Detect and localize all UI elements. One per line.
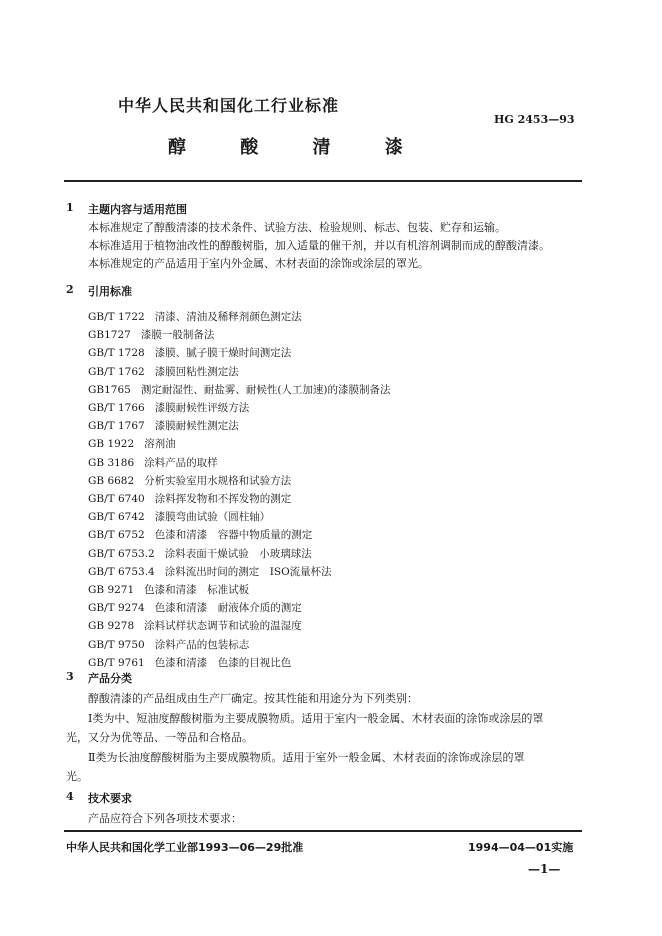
reference-item (88, 487, 291, 506)
reference-item (88, 633, 249, 652)
reference-code: GB 6682 (88, 475, 135, 487)
reference-code: GB/T 1728 (88, 347, 145, 359)
reference-code: GB1727 (88, 329, 131, 341)
reference-code: GB/T 9750 (88, 639, 145, 651)
paragraph: 醇酸清漆的产品组成由生产厂确定。按其性能和用途分为下列类别： (88, 692, 418, 705)
reference-item (88, 432, 176, 451)
reference-item (88, 414, 239, 433)
reference-item (88, 378, 391, 397)
paragraph: 本标准适用于植物油改性的醇酸树脂，加入适量的催干剂，并以有机溶剂调制而成的醇酸清漆。 (88, 239, 550, 252)
reference-item (88, 323, 214, 342)
reference-title: 漆膜、腻子膜干燥时间测定法 (154, 347, 292, 359)
reference-title: 色漆和清漆 容器中物质量的测定 (154, 529, 313, 541)
reference-item (88, 560, 332, 579)
reference-code: GB/T 1762 (88, 366, 145, 378)
reference-code: GB 3186 (88, 457, 135, 469)
paragraph: 光。 (66, 770, 88, 783)
reference-title: 溶剂油 (144, 438, 176, 450)
paragraph: 产品应符合下列各项技术要求： (88, 812, 242, 825)
reference-title: 色漆和清漆 色漆的目视比色 (154, 657, 292, 669)
section-number: 2 (66, 283, 74, 296)
reference-title: 涂料挥发物和不挥发物的测定 (154, 493, 292, 505)
document-title: 醇 酸 清 漆 (168, 137, 427, 158)
reference-title: 漆膜一般制备法 (140, 329, 215, 341)
reference-code: GB/T 9274 (88, 602, 145, 614)
reference-code: GB 9278 (88, 620, 135, 632)
paragraph: 光，又分为优等品、一等品和合格品。 (66, 731, 253, 744)
paragraph: Ⅰ类为中、短油度醇酸树脂为主要成膜物质。适用于室内一般金属、木材表面的涂饰或涂层的罩 (88, 712, 544, 725)
reference-title: 涂料试样状态调节和试验的温湿度 (144, 620, 302, 632)
reference-title: 漆膜弯曲试验（圆柱轴） (154, 511, 271, 523)
reference-code: GB/T 1766 (88, 402, 145, 414)
header-rule (64, 180, 582, 182)
reference-code: GB 1922 (88, 438, 135, 450)
reference-code: GB/T 1767 (88, 420, 145, 432)
reference-item (88, 523, 312, 542)
reference-title: 漆膜回粘性测定法 (154, 366, 239, 378)
reference-title: 分析实验室用水规格和试验方法 (144, 475, 292, 487)
section-heading: 产品分类 (88, 672, 132, 685)
section-heading: 技术要求 (88, 792, 132, 805)
reference-item (88, 596, 302, 615)
reference-item (88, 360, 239, 379)
reference-title: 色漆和清漆 标准试板 (144, 584, 250, 596)
section-number: 1 (66, 201, 74, 214)
reference-code: GB/T 6753.2 (88, 548, 155, 560)
paragraph: Ⅱ类为长油度醇酸树脂为主要成膜物质。适用于室外一般金属、木材表面的涂饰或涂层的罩 (88, 751, 525, 764)
paragraph: 本标准规定的产品适用于室内外金属、木材表面的涂饰或涂层的罩光。 (88, 257, 429, 270)
reference-item (88, 542, 312, 561)
reference-title: 清漆、清油及稀释剂颜色测定法 (154, 311, 302, 323)
reference-title: 涂料流出时间的测定 ISO流量杯法 (164, 566, 332, 578)
reference-item (88, 396, 249, 415)
reference-item (88, 651, 291, 670)
approval-date: 中华人民共和国化学工业部1993—06—29批准 (66, 841, 304, 854)
reference-code: GB/T 6740 (88, 493, 145, 505)
reference-item (88, 305, 302, 324)
reference-item (88, 505, 270, 524)
reference-code: GB 9271 (88, 584, 135, 596)
reference-code: GB/T 6753.4 (88, 566, 155, 578)
reference-code: GB/T 1722 (88, 311, 145, 323)
footer-rule (64, 830, 582, 832)
reference-title: 涂料产品的取样 (144, 457, 218, 469)
standard-code: HG 2453—93 (494, 113, 575, 126)
paragraph: 本标准规定了醇酸清漆的技术条件、试验方法、检验规则、标志、包装、贮存和运输。 (88, 221, 506, 234)
reference-item (88, 341, 291, 360)
reference-code: GB/T 6752 (88, 529, 145, 541)
reference-item (88, 469, 291, 488)
implementation-date: 1994—04—01实施 (468, 841, 574, 854)
reference-title: 涂料表面干燥试验 小玻璃球法 (164, 548, 312, 560)
reference-item (88, 578, 249, 597)
section-heading: 引用标准 (88, 285, 132, 298)
reference-code: GB/T 9761 (88, 657, 145, 669)
reference-title: 涂料产品的包装标志 (154, 639, 250, 651)
reference-title: 漆膜耐候性测定法 (154, 420, 239, 432)
reference-item (88, 451, 218, 470)
reference-title: 漆膜耐候性评级方法 (154, 402, 250, 414)
section-number: 4 (66, 790, 74, 803)
reference-title: 色漆和清漆 耐液体介质的测定 (154, 602, 302, 614)
page-number: —1— (528, 862, 561, 876)
reference-code: GB1765 (88, 384, 131, 396)
standard-name: 中华人民共和国化工行业标准 (118, 96, 340, 115)
reference-item (88, 614, 302, 633)
reference-title: 测定耐湿性、耐盐雾、耐候性(人工加速)的漆膜制备法 (140, 384, 391, 396)
section-heading: 主题内容与适用范围 (88, 203, 187, 216)
reference-code: GB/T 6742 (88, 511, 145, 523)
section-number: 3 (66, 670, 74, 683)
